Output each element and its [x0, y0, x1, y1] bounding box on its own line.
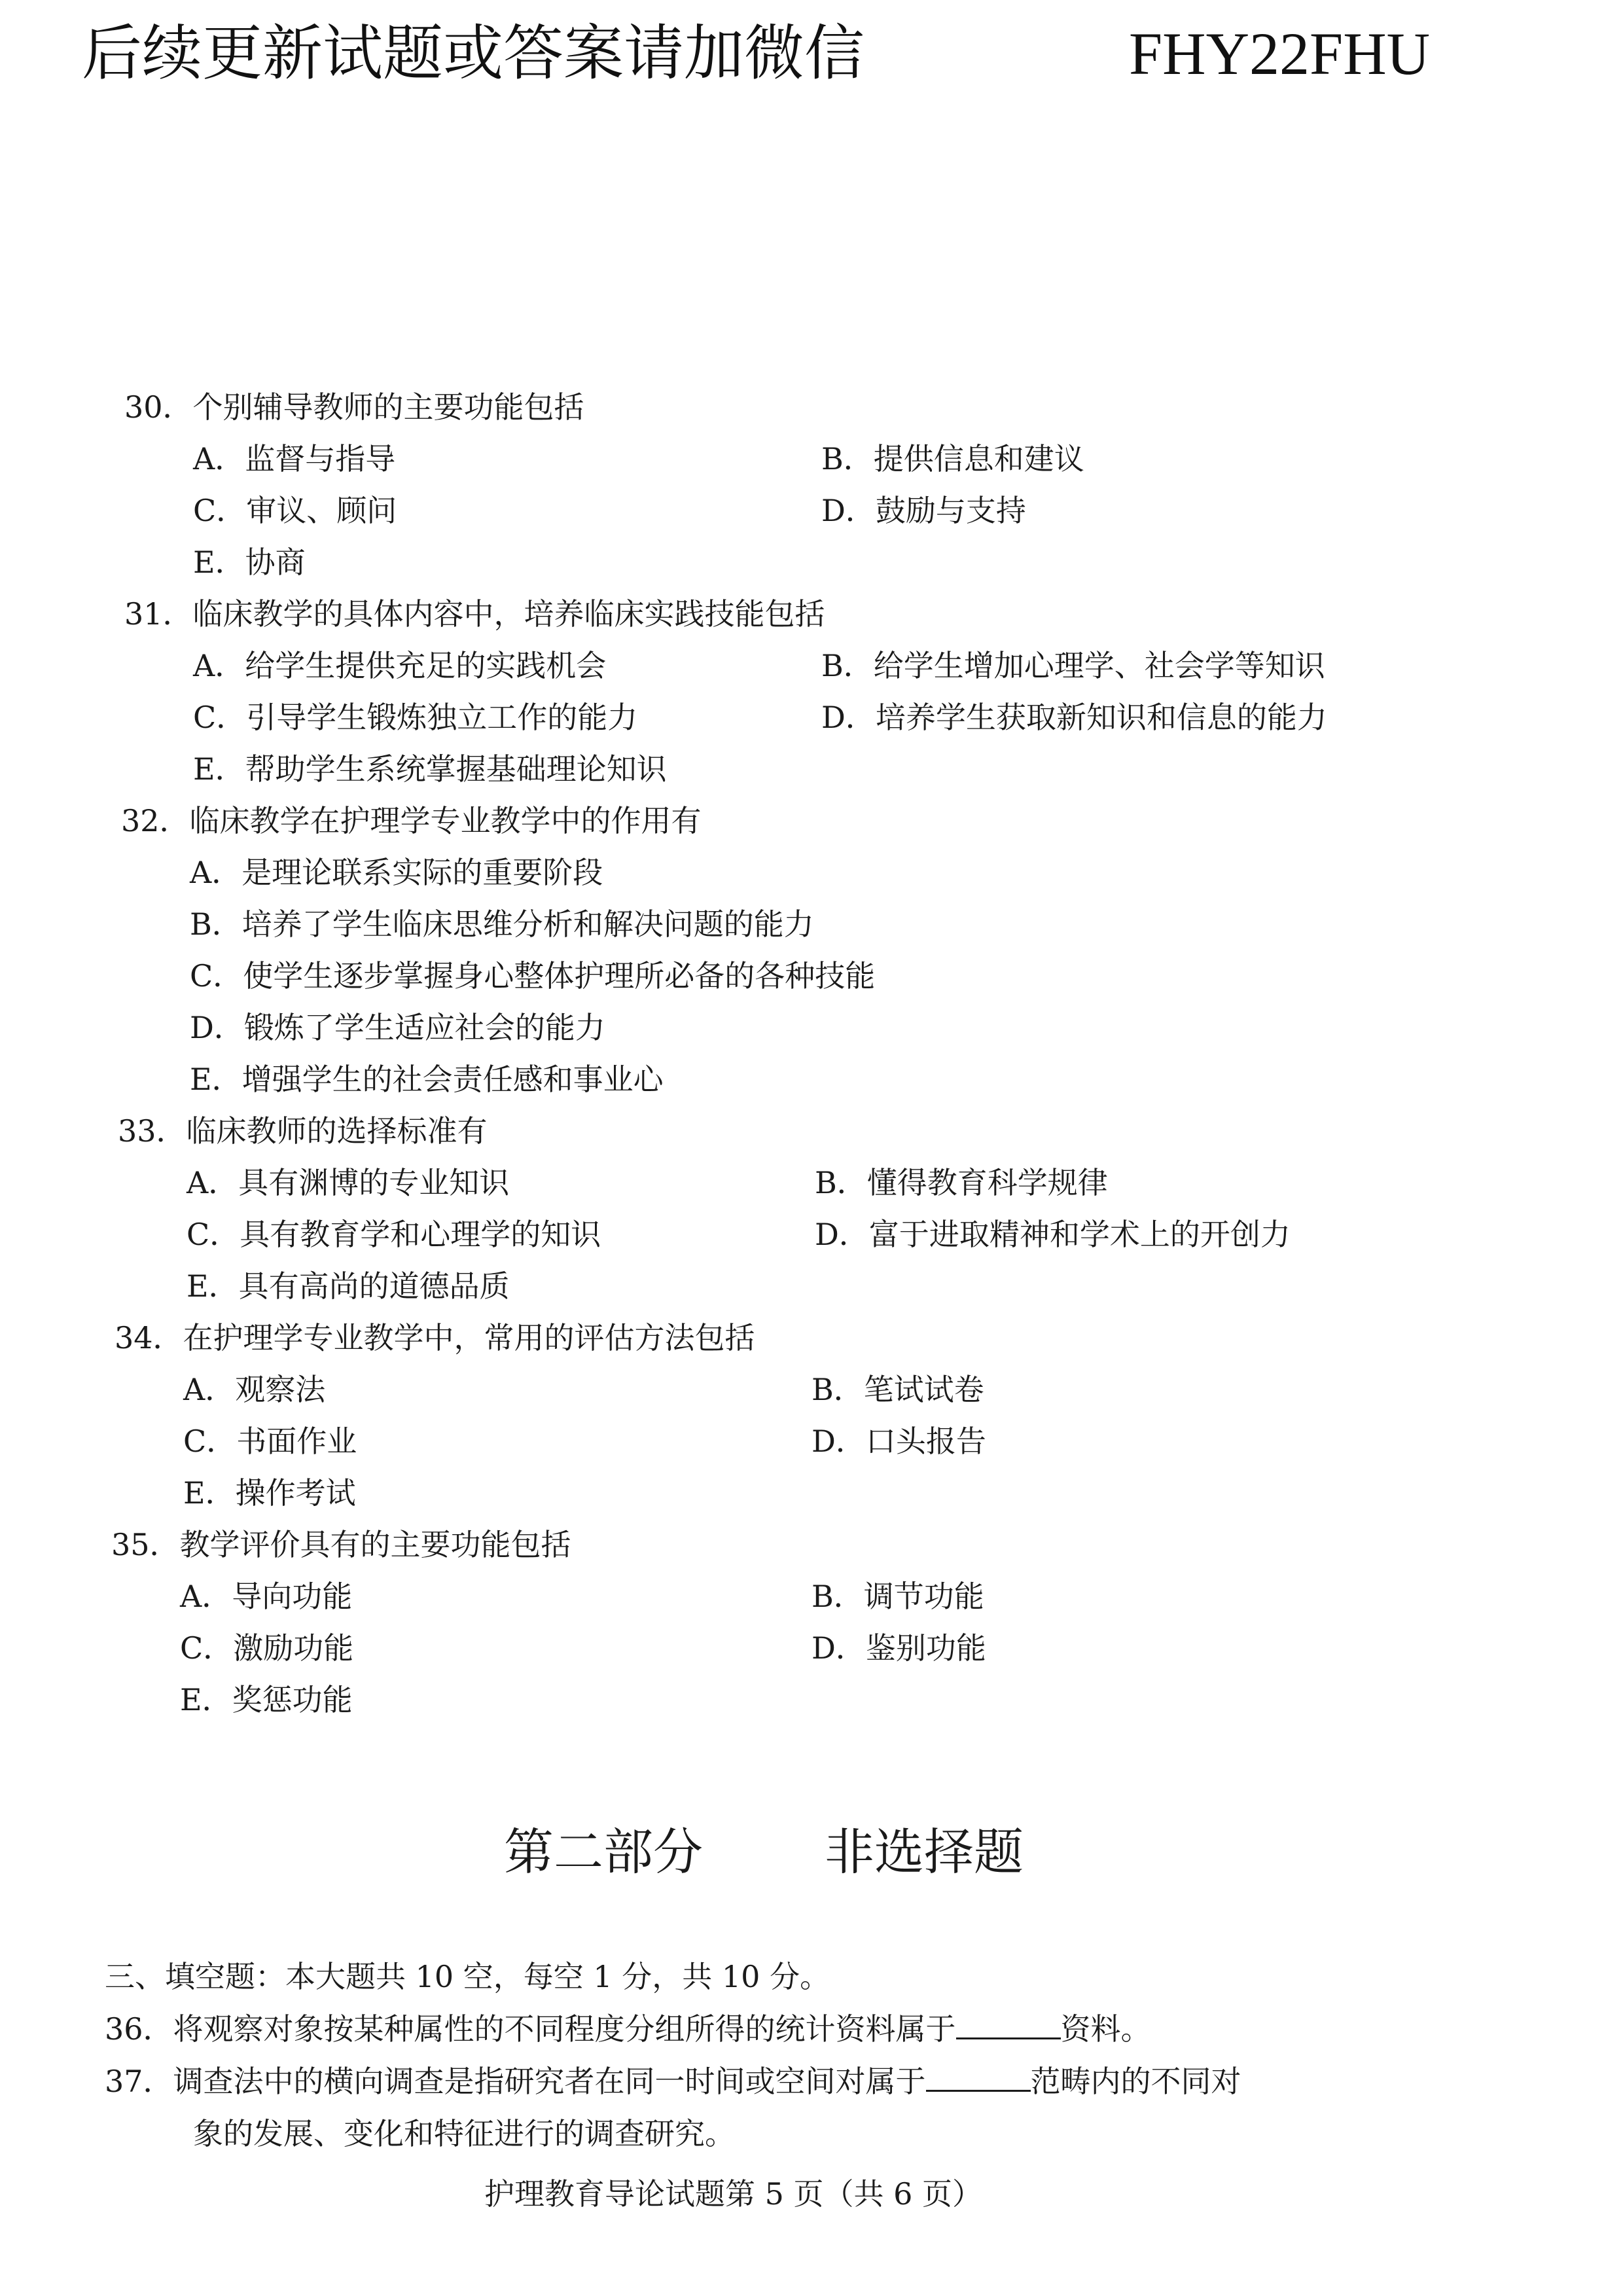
question-32-option-b: B．培养了学生临床思维分析和解决问题的能力 [190, 906, 814, 942]
question-34-option-a: A．观察法 [183, 1372, 326, 1407]
question-36 [105, 2009, 1151, 2049]
question-36-blank [956, 2011, 1061, 2039]
question-37-suffix: 范畴内的不同对 [1030, 2064, 1241, 2099]
question-32-option-d: D．锻炼了学生适应社会的能力 [190, 1010, 605, 1045]
question-30-option-b: B．提供信息和建议 [821, 441, 1084, 476]
question-31-stem: 31．临床教学的具体内容中，培养临床实践技能包括 [124, 596, 825, 632]
question-32-stem: 32．临床教学在护理学专业教学中的作用有 [121, 803, 702, 838]
question-30-option-c: C．审议、顾问 [193, 493, 397, 528]
question-37-continuation: 象的发展、变化和特征进行的调查研究。 [193, 2116, 735, 2151]
question-35-option-b: B．调节功能 [812, 1579, 984, 1614]
question-31-option-a: A．给学生提供充足的实践机会 [193, 648, 607, 683]
question-32-option-a: A．是理论联系实际的重要阶段 [190, 855, 603, 890]
question-35-stem: 35．教学评价具有的主要功能包括 [111, 1527, 571, 1562]
question-37-text: 37．调查法中的横向调查是指研究者在同一时间或空间对属于 [105, 2064, 926, 2099]
question-36-text: 36．将观察对象按某种属性的不同程度分组所得的统计资料属于 [105, 2011, 956, 2047]
question-31-option-c: C．引导学生锻炼独立工作的能力 [193, 700, 638, 735]
question-34-option-e: E．操作考试 [183, 1475, 356, 1511]
question-36-suffix: 资料。 [1060, 2011, 1151, 2047]
question-34-stem: 34．在护理学专业教学中，常用的评估方法包括 [115, 1320, 755, 1355]
fill-blank-heading: 三、填空题：本大题共 10 空，每空 1 分，共 10 分。 [105, 1959, 830, 1994]
question-31-option-b: B．给学生增加心理学、社会学等知识 [821, 648, 1325, 683]
question-37 [105, 2062, 1241, 2101]
question-33-option-d: D．富于进取精神和学术上的开创力 [815, 1217, 1291, 1252]
question-37-blank [926, 2064, 1031, 2092]
question-34-option-b: B．笔试试卷 [812, 1372, 984, 1407]
question-33-option-e: E．具有高尚的道德品质 [187, 1268, 510, 1304]
question-31-option-d: D．培养学生获取新知识和信息的能力 [821, 700, 1327, 735]
question-32-option-e: E．增强学生的社会责任感和事业心 [190, 1062, 664, 1097]
wechat-notice-header [82, 14, 1431, 93]
question-30-option-e: E．协商 [193, 545, 306, 580]
question-30-option-a: A．监督与指导 [193, 441, 396, 476]
question-32-option-c: C．使学生逐步掌握身心整体护理所必备的各种技能 [190, 958, 876, 994]
question-35-option-d: D．鉴别功能 [812, 1630, 986, 1666]
question-34-option-c: C．书面作业 [183, 1424, 357, 1459]
question-33-option-a: A．具有渊博的专业知识 [187, 1165, 510, 1200]
page-footer: 护理教育导论试题第 5 页（共 6 页） [484, 2176, 983, 2212]
question-33-option-c: C．具有教育学和心理学的知识 [187, 1217, 601, 1252]
question-35-option-a: A．导向功能 [180, 1579, 353, 1614]
header-notice: 后续更新试题或答案请加微信 [82, 18, 865, 88]
question-30-stem: 30．个别辅导教师的主要功能包括 [124, 389, 584, 425]
part-two-name: 非选择题 [825, 1823, 1024, 1881]
question-35-option-c: C．激励功能 [180, 1630, 354, 1666]
question-34-option-d: D．口头报告 [812, 1424, 986, 1459]
question-31-option-e: E．帮助学生系统掌握基础理论知识 [193, 751, 667, 787]
question-30-option-d: D．鼓励与支持 [821, 493, 1026, 528]
question-33-option-b: B．懂得教育科学规律 [815, 1165, 1108, 1200]
header-wechat-id: FHY22FHU [1129, 20, 1431, 87]
question-33-stem: 33．临床教师的选择标准有 [118, 1113, 488, 1149]
part-two-label: 第二部分 [504, 1823, 703, 1881]
question-35-option-e: E．奖惩功能 [180, 1682, 353, 1717]
